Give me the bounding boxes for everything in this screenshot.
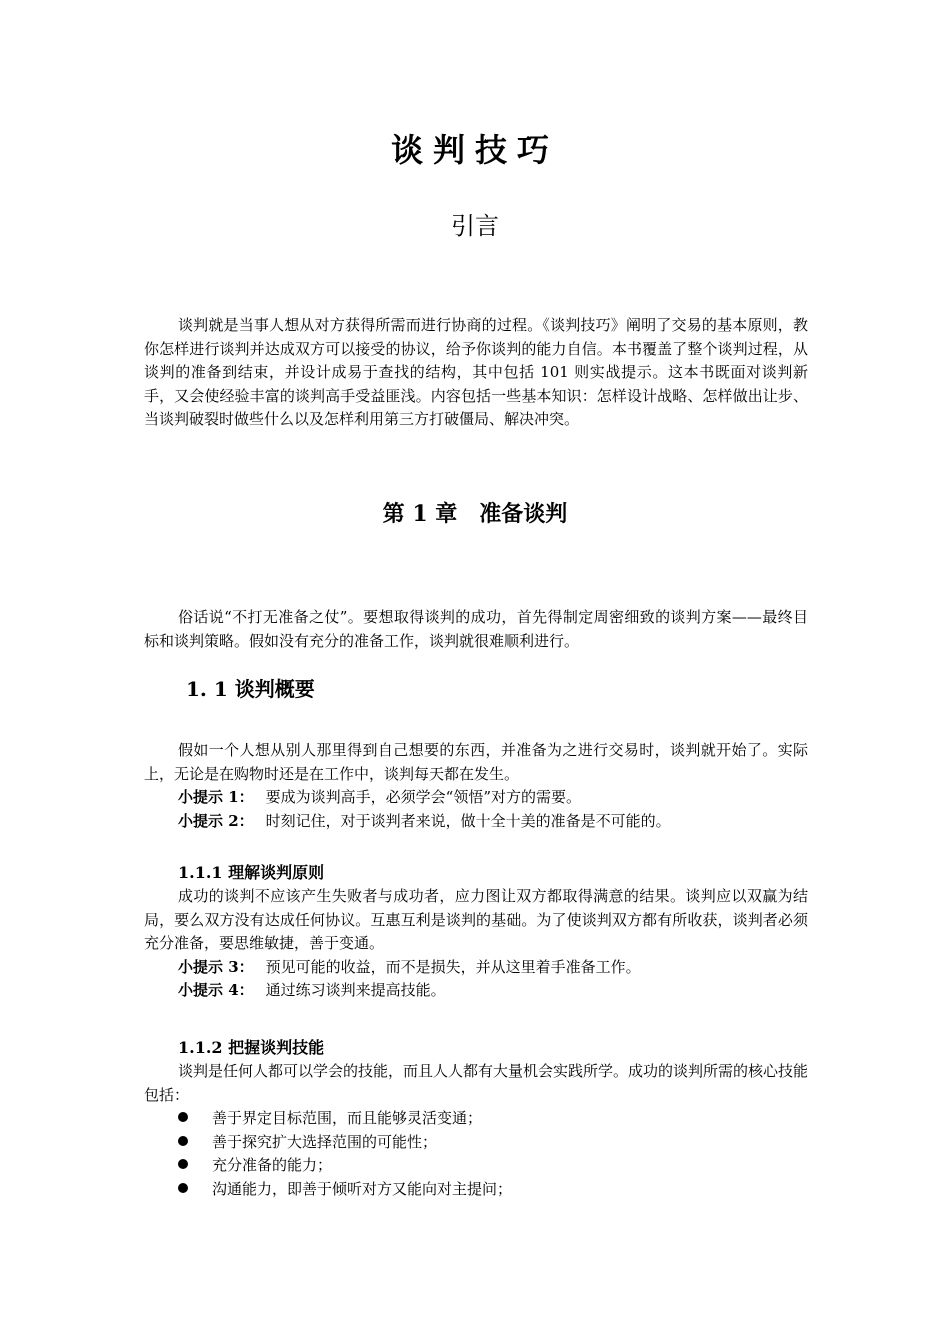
subsection-paragraph: 谈判是任何人都可以学会的技能，而且人人都有大量机会实践所学。成功的谈判所需的核心技能包括：: [144, 1062, 809, 1104]
document-title: 谈判技巧: [390, 131, 559, 169]
bullet-icon: [178, 1183, 188, 1193]
intro-block: [144, 314, 808, 432]
tip-label: 小提示 4：: [178, 981, 254, 999]
tip-label: 小提示 2：: [178, 811, 254, 830]
list-item: [144, 1178, 808, 1202]
tip-item: [144, 979, 808, 1003]
list-item: [144, 1154, 808, 1178]
tip-text: 预见可能的收益，而不是损失，并从这里着手准备工作。: [265, 957, 641, 976]
list-item-text: 沟通能力，即善于倾听对方又能向对主提问；: [212, 1179, 513, 1198]
intro-paragraph: 谈判就是当事人想从对方获得所需而进行协商的过程。《谈判技巧》阐明了交易的基本原则，教你怎样进行谈判并达成双方可以接受的协议，给予你谈判的能力自信。本书覆盖了整个谈判过程，从谈判的准备到结束，并设计成易于查找的结构，其中包括 101 则实战提示。这本书既面对谈判新手，又会使经验丰富的谈判高手受益匪浅。内容包括一些基本知识：怎样设计战略、怎样做出让步、当谈判破裂时做些什么以及怎样利用第三方打破僵局、解决冲突。: [144, 316, 808, 428]
subsection-heading: 1.1.2 把握谈判技能: [178, 1038, 325, 1057]
tip-item: [144, 956, 808, 980]
bullet-icon: [178, 1159, 188, 1169]
list-item: [144, 1107, 808, 1131]
tip-label: 小提示 3：: [178, 957, 254, 976]
section-block: [144, 739, 808, 833]
chapter-paragraph: 俗话说“不打无准备之仗”。要想取得谈判的成功，首先得制定周密细致的谈判方案——最终目标和谈判策略。假如没有充分的准备工作，谈判就很难顺利进行。: [144, 608, 808, 650]
intro-heading: 引言: [451, 212, 499, 240]
section-paragraph: 假如一个人想从别人那里得到自己想要的东西，并准备为之进行交易时，谈判就开始了。实际上，无论是在购物时还是在工作中，谈判每天都在发生。: [144, 741, 808, 783]
tip-item: [144, 810, 808, 834]
section-heading: 1. 1 谈判概要: [186, 677, 315, 701]
tip-text: 通过练习谈判来提高技能。: [265, 981, 446, 999]
tip-label: 小提示 1：: [178, 788, 254, 806]
subsection-heading: 1.1.1 理解谈判原则: [178, 863, 325, 882]
bullet-icon: [178, 1136, 188, 1146]
list-item-text: 充分准备的能力；: [212, 1156, 333, 1174]
bullet-icon: [178, 1112, 188, 1122]
subsection-paragraph: 成功的谈判不应该产生失败者与成功者，应力图让双方都取得满意的结果。谈判应以双赢为结局，要么双方没有达成任何协议。互惠互利是谈判的基础。为了使谈判双方都有所收获，谈判者必须充分准备，要思维敏捷，善于变通。: [144, 887, 808, 952]
tip-text: 时刻记住，对于谈判者来说，做十全十美的准备是不可能的。: [265, 811, 671, 830]
tip-item: [144, 786, 808, 810]
subsection-2-block: [144, 1036, 808, 1201]
chapter-heading: 第 1 章 准备谈判: [382, 501, 568, 527]
list-item-text: 善于界定目标范围，而且能够灵活变通；: [212, 1109, 483, 1127]
chapter-block: [144, 606, 808, 653]
subsection-1-block: [144, 861, 808, 1003]
list-item-text: 善于探究扩大选择范围的可能性；: [212, 1132, 438, 1151]
tip-text: 要成为谈判高手，必须学会“领悟”对方的需要。: [265, 788, 582, 806]
list-item: [144, 1131, 808, 1155]
